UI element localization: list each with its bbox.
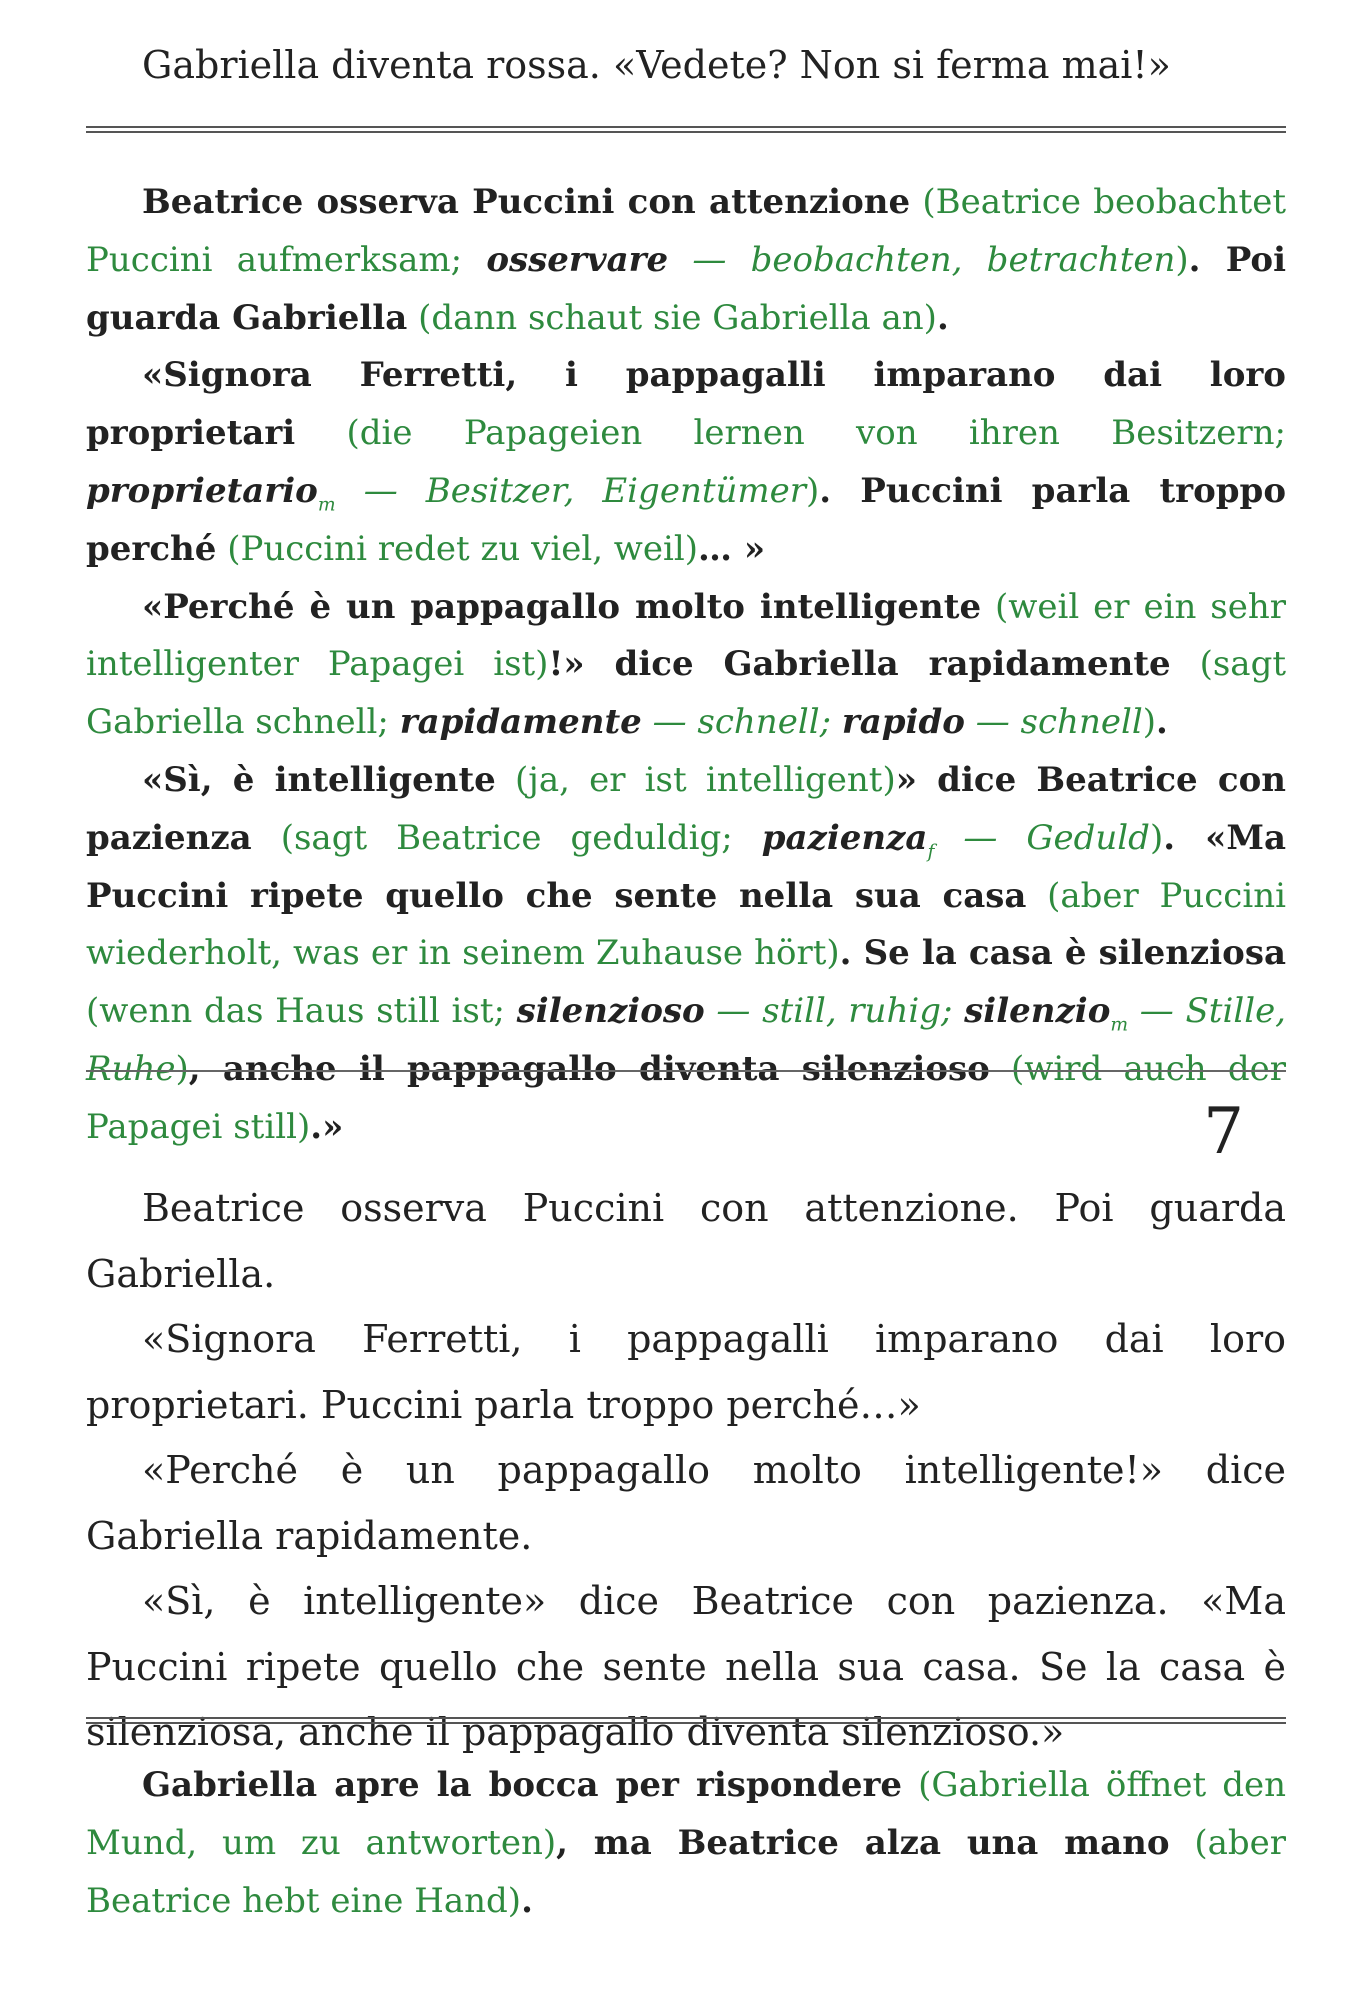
plain-text-block — [86, 1176, 1286, 1766]
section-divider-top — [86, 126, 1286, 133]
italian-phrase: . Se la casa è silenziosa — [839, 933, 1287, 974]
german-gloss: (Beatrice beobachtet Puccini aufmerksam; osservare — beobachten, betrachten) — [86, 182, 1287, 280]
italian-phrase: . «Ma Puccini ripete quello che sente nella sua casa — [86, 817, 1286, 916]
annotated-paragraph-5: Gabriella apre la bocca per rispondere (Gabriella öffnet den Mund, um zu antworten), ma Beatrice alza una mano (aber Beatrice hebt eine Hand). — [86, 1765, 1287, 1921]
annotated-paragraph-2: «Signora Ferretti, i pappagalli imparano dai loro proprietari (die Papageien lernen von ihren Besitzern; proprietario$_m$ — Besitzer, Eigentümer). Puccini parla troppo perché (Puccini redet zu viel, weil)… » — [86, 355, 1286, 569]
gender-marker: m — [317, 494, 336, 516]
german-gloss: (aber Puccini wiederholt, was er in seinem Zuhause hört) — [86, 875, 1286, 974]
section-divider-bottom — [86, 1717, 1286, 1724]
italian-phrase: Poi guarda Gabriella — [86, 239, 1286, 338]
gender-marker: m — [1110, 1014, 1129, 1036]
german-gloss: (dann schaut sie Gabriella an) — [418, 297, 937, 338]
italian-phrase: Beatrice osserva Puccini con attenzione — [142, 182, 911, 222]
annotated-block-2 — [86, 1757, 1286, 1930]
annotated-paragraph-1: Beatrice osserva Puccini con attenzione (Beatrice beobachtet Puccini aufmerksam; osservare — beobachten, betrachten). Poi guarda Gabriella (dann schaut sie Gabriella an). — [86, 182, 1287, 338]
annotated-block-1 — [86, 174, 1286, 1157]
vocab-word: rapidamente — [399, 702, 642, 743]
vocab-word: osservare — [486, 239, 669, 280]
italian-phrase: «Signora Ferretti, i pappagalli imparano dai loro proprietari — [86, 355, 1286, 454]
top-text-block — [86, 33, 1286, 99]
german-gloss: (wird auch der Papagei still) — [86, 1048, 1287, 1147]
german-gloss: (Gabriella öffnet den Mund, um zu antworten) — [86, 1765, 1286, 1863]
italian-phrase: Puccini parla troppo perché — [86, 470, 1286, 569]
top-line: Gabriella diventa rossa. «Vedete? Non si ferma mai!» — [142, 43, 1171, 87]
plain-paragraph-2: «Signora Ferretti, i pappagalli imparano dai loro proprietari. Puccini parla troppo perché…» — [86, 1317, 1286, 1427]
annotated-paragraph-4: «Sì, è intelligente (ja, er ist intelligent)» dice Beatrice con pazienza (sagt Beatrice geduldig; pazienza$_f$ — Geduld). «Ma Puccini ripete quello che sente nella sua casa (aber Puccini wiederholt, was er in seinem Zuhause hört). Se la casa è silenziosa (wenn das Haus still ist; silenzioso — still, ruhig; silenzio$_m$ — Stille, Ruhe), anche il pappagallo diventa silenzioso (wird auch der Papagei still).» — [86, 759, 1287, 1147]
italian-phrase: , ma Beatrice alza una mano — [556, 1822, 1170, 1863]
vocab-word: rapido — [841, 702, 965, 743]
german-gloss: (sagt Gabriella schnell; rapidamente — schnell; rapido — schnell) — [86, 644, 1287, 743]
german-gloss: (weil er ein sehr intelligenter Papagei ist) — [86, 586, 1286, 685]
italian-phrase: !» dice Gabriella rapidamente — [548, 644, 1171, 685]
chapter-number: 7 — [1203, 1095, 1244, 1169]
german-gloss: (die Papageien lernen von ihren Besitzern; proprietario$_m$ — Besitzer, Eigentümer) — [86, 413, 1286, 516]
vocab-word: proprietario — [86, 470, 318, 511]
plain-paragraph-1: Beatrice osserva Puccini con attenzione. Poi guarda Gabriella. — [86, 1186, 1286, 1296]
german-gloss: (Puccini redet zu viel, weil) — [227, 528, 699, 569]
plain-paragraph-3: «Perché è un pappagallo molto intelligente!» dice Gabriella rapidamente. — [86, 1448, 1286, 1558]
vocab-word: pazienza — [761, 817, 928, 858]
italian-phrase: «Sì, è intelligente — [142, 759, 496, 800]
italian-phrase: » dice Beatrice con pazienza — [86, 759, 1287, 858]
german-gloss: (aber Beatrice hebt eine Hand) — [86, 1822, 1287, 1921]
vocab-word: silenzio — [964, 991, 1111, 1032]
section-divider-middle — [86, 1070, 1286, 1072]
german-gloss: (sagt Beatrice geduldig; pazienza$_f$ — Geduld) — [280, 817, 1164, 863]
annotated-paragraph-3: «Perché è un pappagallo molto intelligente (weil er ein sehr intelligenter Papagei ist)!» dice Gabriella rapidamente (sagt Gabriella schnell; rapidamente — schnell; rapido — schnell). — [86, 586, 1287, 743]
italian-phrase: «Perché è un pappagallo molto intelligente — [142, 586, 982, 627]
german-gloss: (ja, er ist intelligent) — [515, 759, 896, 800]
italian-phrase: , anche il pappagallo diventa silenzioso — [188, 1048, 990, 1089]
plain-paragraph-4: «Sì, è intelligente» dice Beatrice con pazienza. «Ma Puccini ripete quello che sente nella sua casa. Se la casa è silenziosa, anche il pappagallo diventa silenzioso.» — [86, 1579, 1286, 1754]
vocab-word: silenzioso — [516, 991, 705, 1032]
italian-phrase: Gabriella apre la bocca per rispondere — [142, 1765, 903, 1805]
german-gloss: (wenn das Haus still ist; silenzioso — still, ruhig; silenzio$_m$ — Stille, Ruhe) — [86, 991, 1286, 1089]
gender-marker: f — [927, 841, 935, 863]
